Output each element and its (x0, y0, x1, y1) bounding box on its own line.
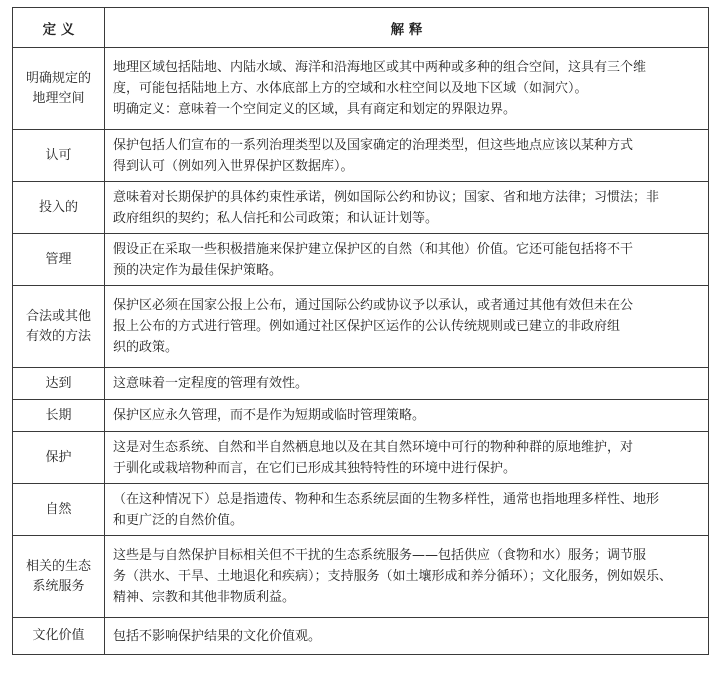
table-row (13, 400, 709, 432)
explanation-line: 得到认可（例如列入世界保护区数据库）。 (113, 158, 354, 174)
term-label: 文化价值 (32, 628, 85, 643)
term-cell (13, 432, 105, 484)
explanation-line: 这些是与自然保护目标相关但不干扰的生态系统服务——包括供应（食物和水）服务；调节服 (113, 548, 647, 563)
explanation-line: 保护区必须在国家公报上公布，通过国际公约或协议予以承认，或者通过其他有效但未在公 (113, 298, 634, 313)
explanation-cell (105, 182, 709, 234)
term-cell (13, 536, 105, 618)
term-cell (13, 234, 105, 286)
term-cell (13, 368, 105, 400)
explanation-cell (105, 368, 709, 400)
explanation-line: 地理区域包括陆地、内陆水域、海洋和沿海地区或其中两种或多种的组合空间，这具有三个维 (113, 60, 647, 75)
explanation-line: 保护区应永久管理，而不是作为短期或临时管理策略。 (113, 408, 426, 423)
header-term: 定 义 (13, 8, 105, 48)
explanation-line: 政府组织的契约；私人信托和公司政策；和认证计划等。 (113, 210, 439, 226)
term-cell (13, 182, 105, 234)
explanation-line: 织的政策。 (113, 340, 179, 355)
table-row (13, 234, 709, 286)
explanation-cell (105, 234, 709, 286)
term-label: 投入的 (38, 199, 78, 215)
term-label: 管理 (45, 251, 72, 267)
table-header-row (13, 8, 709, 48)
term-label: 明确规定的地理空间 (25, 70, 91, 106)
term-label: 保护 (45, 449, 72, 465)
term-cell (13, 618, 105, 655)
table-row (13, 130, 709, 182)
term-label: 认可 (45, 147, 72, 163)
table-row (13, 182, 709, 234)
table-row (13, 368, 709, 400)
table-row (13, 618, 709, 655)
explanation-line: 精神、宗教和其他非物质利益。 (113, 590, 296, 605)
explanation-line: 预的决定作为最佳保护策略。 (113, 262, 283, 278)
explanation-line: 这是对生态系统、自然和半自然栖息地以及在其自然环境中可行的物种种群的原地维护，对 (113, 439, 634, 455)
term-label: 合法或其他有效的方法 (25, 308, 91, 344)
explanation-line: 和更广泛的自然价值。 (113, 512, 244, 528)
explanation-cell (105, 618, 709, 655)
explanation-cell (105, 432, 709, 484)
explanation-cell (105, 130, 709, 182)
explanation-line: 报上公布的方式进行管理。例如通过社区保护区运作的公认传统规则或已建立的非政府组 (113, 319, 621, 334)
explanation-cell (105, 400, 709, 432)
table-row (13, 48, 709, 130)
explanation-line: 这意味着一定程度的管理有效性。 (113, 376, 309, 391)
explanation-line: 于驯化或栽培物种而言，在它们已形成其独特特性的环境中进行保护。 (113, 460, 517, 476)
explanation-line: 包括不影响保护结果的文化价值观。 (113, 628, 322, 644)
term-cell (13, 484, 105, 536)
explanation-line: 意味着对长期保护的具体约束性承诺，例如国际公约和协议；国家、省和地方法律；习惯法；非 (113, 189, 660, 205)
term-label: 自然 (45, 501, 72, 517)
term-cell (13, 48, 105, 130)
table-body (13, 48, 709, 655)
term-cell (13, 286, 105, 368)
term-label: 达到 (45, 375, 72, 391)
term-label: 相关的生态系统服务 (25, 558, 91, 594)
table-row (13, 432, 709, 484)
definitions-table (12, 7, 709, 655)
explanation-cell (105, 286, 709, 368)
header-explanation: 解 释 (105, 8, 709, 48)
table-row (13, 286, 709, 368)
explanation-line: 保护包括人们宣布的一系列治理类型以及国家确定的治理类型，但这些地点应该以某种方式 (113, 137, 634, 153)
term-cell (13, 400, 105, 432)
explanation-line: （在这种情况下）总是指遗传、物种和生态系统层面的生物多样性，通常也指地理多样性、地形 (113, 491, 660, 507)
explanation-line: 务（洪水、干旱、土地退化和疾病）；支持服务（如土壤形成和养分循环）；文化服务，例如娱乐、 (113, 569, 673, 584)
explanation-cell (105, 536, 709, 618)
table-row (13, 536, 709, 618)
term-cell (13, 130, 105, 182)
explanation-line: 假设正在采取一些积极措施来保护建立保护区的自然（和其他）价值。它还可能包括将不干 (113, 241, 634, 257)
explanation-line: 明确定义：意味着一个空间定义的区域，具有商定和划定的界限边界。 (113, 102, 517, 117)
explanation-line: 度，可能包括陆地上方、水体底部上方的空域和水柱空间以及地下区域（如洞穴）。 (113, 81, 588, 96)
term-label: 长期 (45, 407, 72, 423)
explanation-cell (105, 484, 709, 536)
table-row (13, 484, 709, 536)
explanation-cell (105, 48, 709, 130)
